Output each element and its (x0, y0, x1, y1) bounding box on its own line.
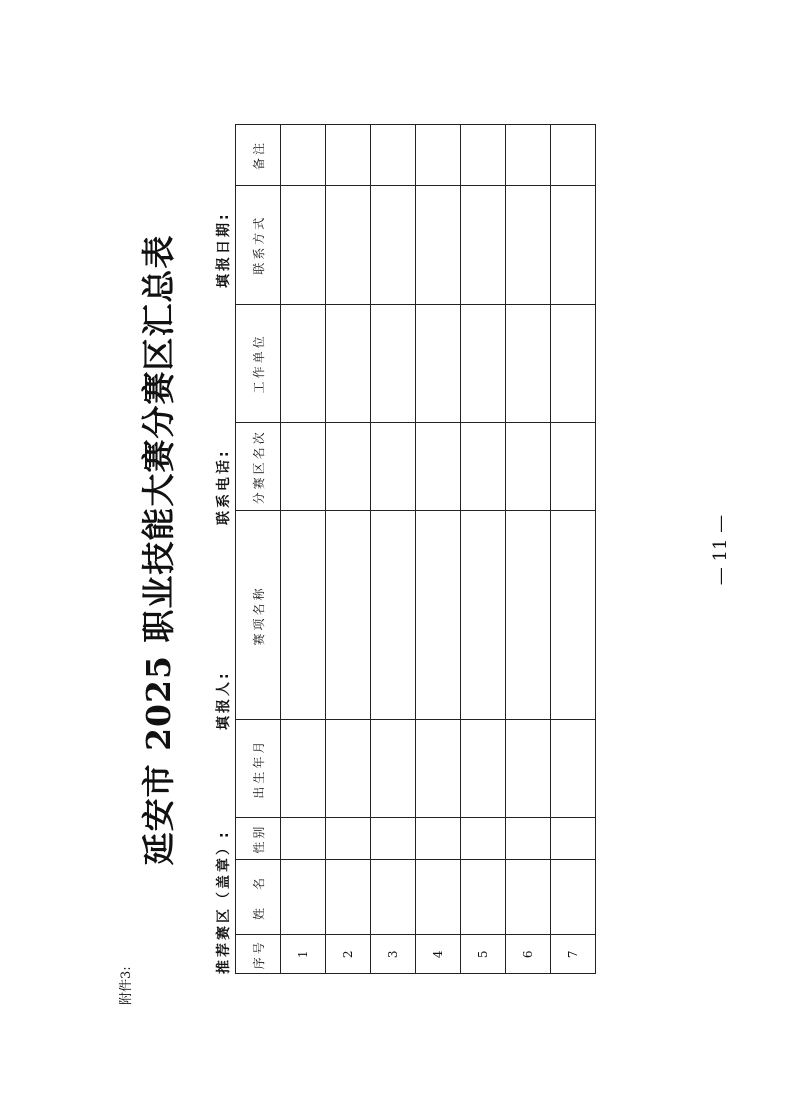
table-cell (461, 125, 506, 186)
table-cell (461, 511, 506, 720)
table-cell (326, 125, 371, 186)
table-cell (371, 511, 416, 720)
table-cell (416, 304, 461, 423)
table-cell (281, 511, 326, 720)
table-cell (416, 423, 461, 511)
row-number-cell: 1 (281, 935, 326, 974)
table-cell (326, 511, 371, 720)
table-cell (281, 185, 326, 304)
table-cell (281, 125, 326, 186)
header-cell: 出生年月 (236, 720, 281, 817)
table-cell (506, 125, 551, 186)
header-cell: 工作单位 (236, 304, 281, 423)
table-row (326, 125, 371, 974)
info-region: 推荐赛区（盖章）: (216, 829, 232, 974)
table-cell (461, 185, 506, 304)
table-cell (506, 511, 551, 720)
table-cell (461, 423, 506, 511)
summary-table (235, 124, 596, 974)
page-number: — 11 — (710, 514, 731, 586)
table-cell (371, 860, 416, 935)
table-cell (461, 304, 506, 423)
table-cell (371, 125, 416, 186)
page-title: 延安市 2025 职业技能大赛分赛区汇总表 (139, 234, 178, 866)
table-cell (281, 304, 326, 423)
table-cell (416, 817, 461, 860)
table-cell (326, 185, 371, 304)
row-number-cell: 2 (326, 935, 371, 974)
row-number-cell: 5 (461, 935, 506, 974)
table-row (371, 125, 416, 974)
table-cell (371, 817, 416, 860)
table-cell (551, 185, 596, 304)
row-number-cell: 3 (371, 935, 416, 974)
table-cell (461, 860, 506, 935)
info-phone: 联系电话: (216, 448, 232, 525)
row-number-cell: 6 (506, 935, 551, 974)
table-cell (416, 125, 461, 186)
table-cell (461, 720, 506, 817)
table-cell (326, 423, 371, 511)
table-cell (551, 511, 596, 720)
table-row (551, 125, 596, 974)
table-cell (506, 304, 551, 423)
table-body (281, 125, 596, 974)
table-cell (506, 817, 551, 860)
table-header-row (236, 125, 281, 974)
table-row (416, 125, 461, 974)
table-cell (281, 860, 326, 935)
table-cell (326, 720, 371, 817)
table-row (461, 125, 506, 974)
table-cell (506, 720, 551, 817)
header-cell: 序号 (236, 935, 281, 974)
table-cell (416, 860, 461, 935)
table-cell (551, 720, 596, 817)
table-cell (416, 720, 461, 817)
table-cell (371, 423, 416, 511)
row-number-cell: 7 (551, 935, 596, 974)
header-cell: 分赛区名次 (236, 423, 281, 511)
table-cell (416, 185, 461, 304)
info-date: 填报日期: (216, 211, 232, 288)
table-cell (326, 860, 371, 935)
table-cell (551, 125, 596, 186)
table-cell (281, 423, 326, 511)
table-cell (461, 817, 506, 860)
table-row (506, 125, 551, 974)
table-cell (551, 423, 596, 511)
row-number-cell: 4 (416, 935, 461, 974)
table-cell (551, 860, 596, 935)
header-cell: 姓 名 (236, 860, 281, 935)
table-cell (281, 720, 326, 817)
table-cell (506, 185, 551, 304)
table-cell (326, 304, 371, 423)
info-reporter: 填报人: (216, 670, 232, 730)
header-cell: 联系方式 (236, 185, 281, 304)
table-cell (506, 423, 551, 511)
table-cell (371, 185, 416, 304)
table-cell (506, 860, 551, 935)
attachment-label: 附件3: (119, 966, 134, 1005)
table-cell (371, 720, 416, 817)
table-cell (551, 817, 596, 860)
table-row (281, 125, 326, 974)
table-cell (416, 511, 461, 720)
table-cell (326, 817, 371, 860)
header-cell: 备注 (236, 125, 281, 186)
table-cell (371, 304, 416, 423)
table-cell (551, 304, 596, 423)
header-cell: 赛项名称 (236, 511, 281, 720)
table-cell (281, 817, 326, 860)
header-cell: 性别 (236, 817, 281, 860)
